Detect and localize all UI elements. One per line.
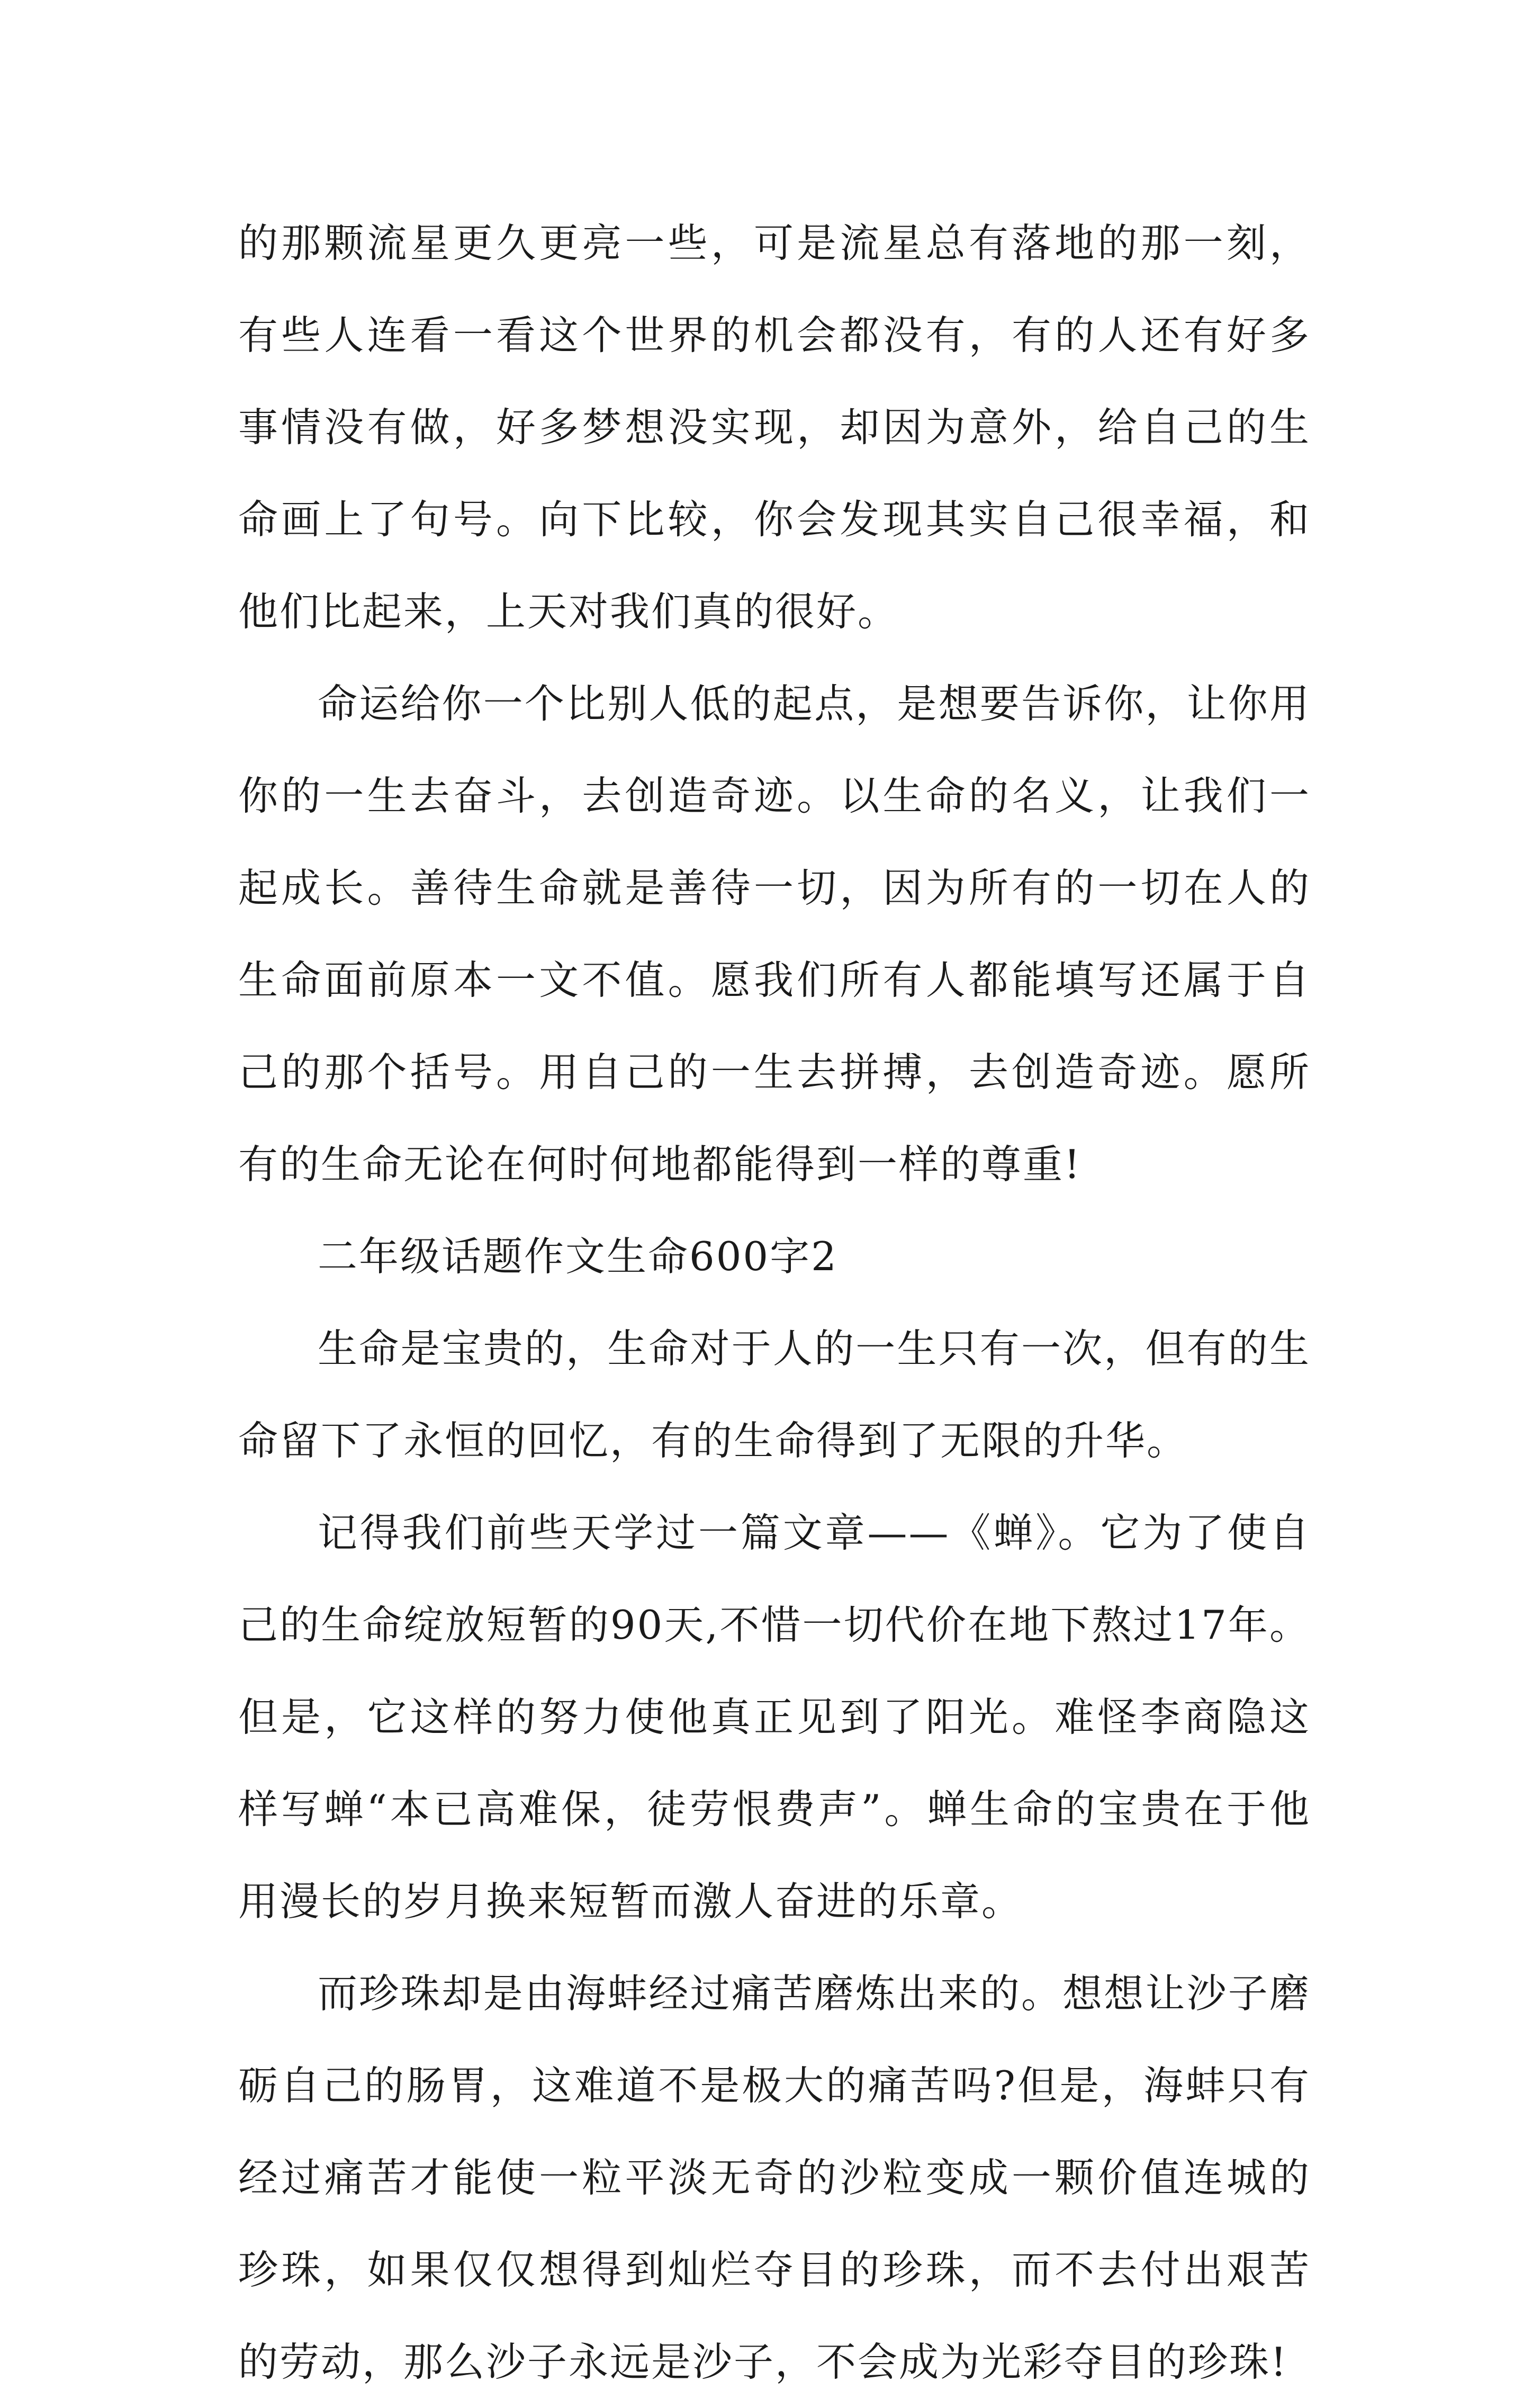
document-body: [238, 197, 1311, 2408]
paragraph-cicada: 记得我们前些天学过一篇文章——《蝉》。它为了使自己的生命绽放短暂的90天,不惜一切代价在地下熬过17年。但是，它这样的努力使他真正见到了阳光。难怪李商隐这样写蝉“本已高难保，徒劳恨费声”。蝉生命的宝贵在于他用漫长的岁月换来短暂而激人奋进的乐章。: [238, 1510, 1311, 1925]
paragraph-life-precious: 生命是宝贵的，生命对于人的一生只有一次，但有的生命留下了永恒的回忆，有的生命得到了无限的升华。: [238, 1325, 1311, 1464]
essay-heading: 二年级话题作文生命600字2: [318, 1233, 838, 1280]
paragraph-pearl: 而珍珠却是由海蚌经过痛苦磨炼出来的。想想让沙子磨砺自己的肠胃，这难道不是极大的痛苦吗?但是，海蚌只有经过痛苦才能使一粒平淡无奇的沙粒变成一颗价值连城的珍珠，如果仅仅想得到灿烂夺目的珍珠，而不去付出艰苦的劳动，那么沙子永远是沙子，不会成为光彩夺目的珍珠!: [238, 1970, 1311, 2385]
paragraph-continuation: 的那颗流星更久更亮一些，可是流星总有落地的那一刻，有些人连看一看这个世界的机会都没有，有的人还有好多事情没有做，好多梦想没实现，却因为意外，给自己的生命画上了句号。向下比较，你会发现其实自己很幸福，和他们比起来，上天对我们真的很好。: [238, 220, 1311, 635]
paragraph-destiny: 命运给你一个比别人低的起点，是想要告诉你，让你用你的一生去奋斗，去创造奇迹。以生命的名义，让我们一起成长。善待生命就是善待一切，因为所有的一切在人的生命面前原本一文不值。愿我们所有人都能填写还属于自己的那个括号。用自己的一生去拼搏，去创造奇迹。愿所有的生命无论在何时何地都能得到一样的尊重!: [238, 680, 1311, 1188]
